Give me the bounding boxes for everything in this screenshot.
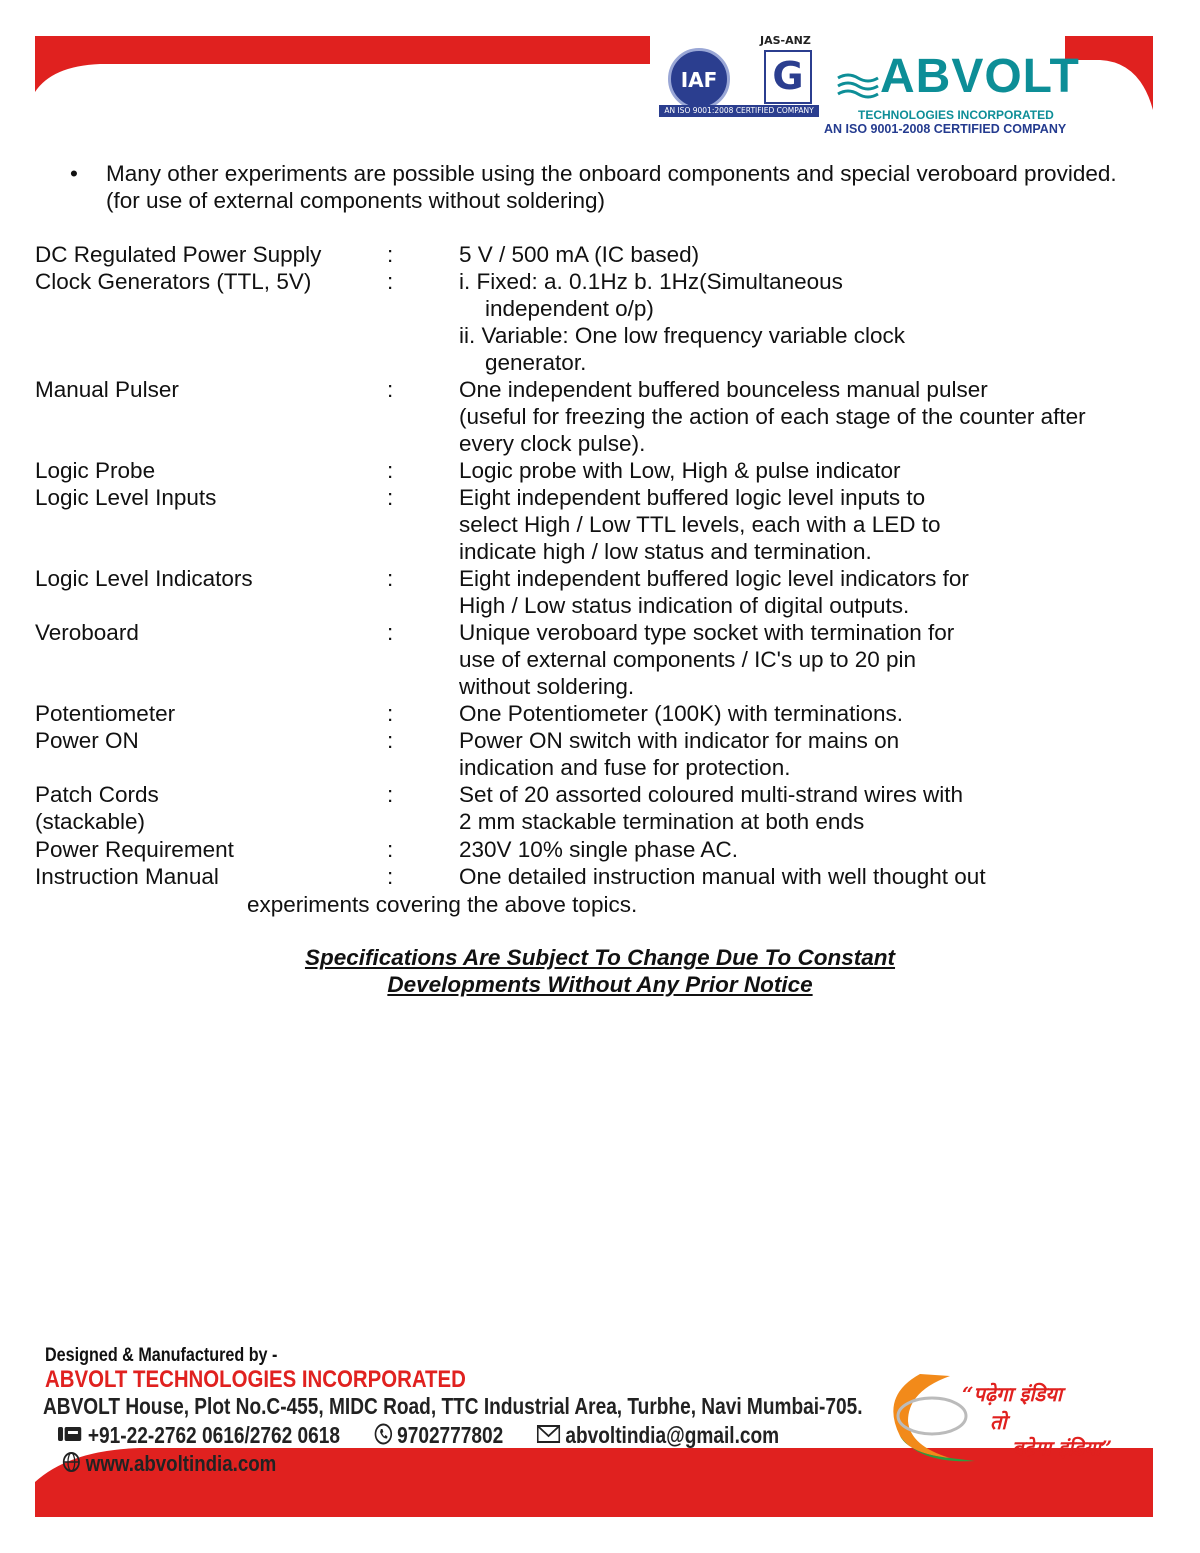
footer-contact-line (58, 1422, 779, 1451)
abvolt-brand-logo (824, 44, 1100, 140)
spec-value: Power ON switch with indicator for mains on indication and fuse for protection. (459, 728, 900, 780)
spec-label: Clock Generators (TTL, 5V) (35, 269, 312, 294)
spec-label: Logic Level Indicators (35, 566, 253, 591)
spec-value: One detailed instruction manual with well thought out (459, 864, 986, 889)
spec-label: Patch Cords (stackable) (35, 782, 159, 834)
spec-label: Manual Pulser (35, 377, 179, 402)
iso-certified-strip: AN ISO 9001:2008 CERTIFIED COMPANY (659, 105, 819, 117)
footer-company-name: ABVOLT TECHNOLOGIES INCORPORATED (45, 1366, 466, 1393)
brand-subtitle: TECHNOLOGIES INCORPORATED (858, 108, 1054, 122)
jas-anz-logo-icon: G (764, 50, 812, 104)
spec-value: 5 V / 500 mA (IC based) (459, 242, 700, 267)
email-address[interactable]: abvoltindia@gmail.com (565, 1422, 780, 1448)
spec-value: Logic probe with Low, High & pulse indicator (459, 458, 901, 483)
spec-value: Eight independent buffered logic level inputs to select High / Low TTL levels, each with a LED to indicate high / low status and termination. (459, 485, 941, 564)
spec-value: Unique veroboard type socket with termination for use of external components / IC's up to 20 pin without soldering. (459, 620, 955, 699)
footer-website-line (62, 1451, 276, 1479)
slogan-line-1: “पढ़ेगा इंडिया (962, 1382, 1063, 1406)
specifications-notice: Specifications Are Subject To Change Due To Constant Developments Without Any Prior Notice (304, 945, 896, 997)
spec-colon: : (387, 242, 394, 267)
iaf-logo-icon: IAF (668, 48, 730, 110)
certification-badges (656, 36, 826, 122)
instruction-manual-continuation: experiments covering the above topics. (247, 892, 638, 917)
spec-value: One Potentiometer (100K) with terminations. (459, 701, 903, 726)
footer-address: ABVOLT House, Plot No.C-455, MIDC Road, TTC Industrial Area, Turbhe, Navi Mumbai-705. (43, 1393, 863, 1419)
spec-value: Set of 20 assorted coloured multi-strand wires with 2 mm stackable termination at both ends (459, 782, 963, 834)
spec-label: Logic Level Inputs (35, 485, 217, 510)
bullet-marker: • (70, 161, 78, 186)
spec-colon: : (387, 701, 394, 726)
spec-value: One independent buffered bounceless manual pulser (useful for freezing the action of each stage of the counter after every clock pulse). (459, 377, 1086, 456)
spec-colon: : (387, 377, 394, 402)
spec-label: Logic Probe (35, 458, 156, 483)
spec-value: Eight independent buffered logic level indicators for High / Low status indication of digital outputs. (459, 566, 969, 618)
spec-colon: : (387, 620, 394, 645)
mobile-icon (374, 1423, 392, 1451)
brand-name: ABVOLT (880, 50, 1080, 103)
intro-text: Many other experiments are possible using the onboard components and special veroboard provided. (for use of external components without soldering) (106, 161, 1117, 213)
spec-colon: : (387, 782, 394, 807)
spec-colon: : (387, 728, 394, 753)
spec-colon: : (387, 837, 394, 862)
phone-numbers: +91-22-2762 0616/2762 0618 (87, 1422, 341, 1448)
spec-label: DC Regulated Power Supply (35, 242, 322, 267)
spec-colon: : (387, 864, 394, 889)
spec-colon: : (387, 269, 394, 294)
spec-label: Instruction Manual (35, 864, 219, 889)
spec-colon: : (387, 566, 394, 591)
spec-value: 230V 10% single phase AC. (459, 837, 738, 862)
spec-label: Veroboard (35, 620, 139, 645)
spec-label: Power ON (35, 728, 139, 753)
phone-fax-icon (58, 1423, 83, 1450)
jas-anz-label: JAS-ANZ (760, 34, 811, 47)
slogan-line-3: बढ़ेगा इंडिया” (1012, 1436, 1113, 1460)
brand-certification: AN ISO 9001-2008 CERTIFIED COMPANY (824, 122, 1067, 136)
spec-colon: : (387, 485, 394, 510)
spec-value: i. Fixed: a. 0.1Hz b. 1Hz(Simultaneous independent o/p) ii. Variable: One low frequency variable clock generator. (459, 269, 906, 375)
globe-icon (62, 1451, 81, 1479)
email-icon (537, 1423, 560, 1450)
spec-label: Power Requirement (35, 837, 234, 862)
spec-label: Potentiometer (35, 701, 176, 726)
slogan-line-2: तो (990, 1410, 1007, 1434)
spec-colon: : (387, 458, 394, 483)
website-link[interactable]: www.abvoltindia.com (85, 1451, 277, 1476)
designed-by-label: Designed & Manufactured by - (45, 1345, 278, 1366)
mobile-number: 9702777802 (397, 1422, 504, 1448)
